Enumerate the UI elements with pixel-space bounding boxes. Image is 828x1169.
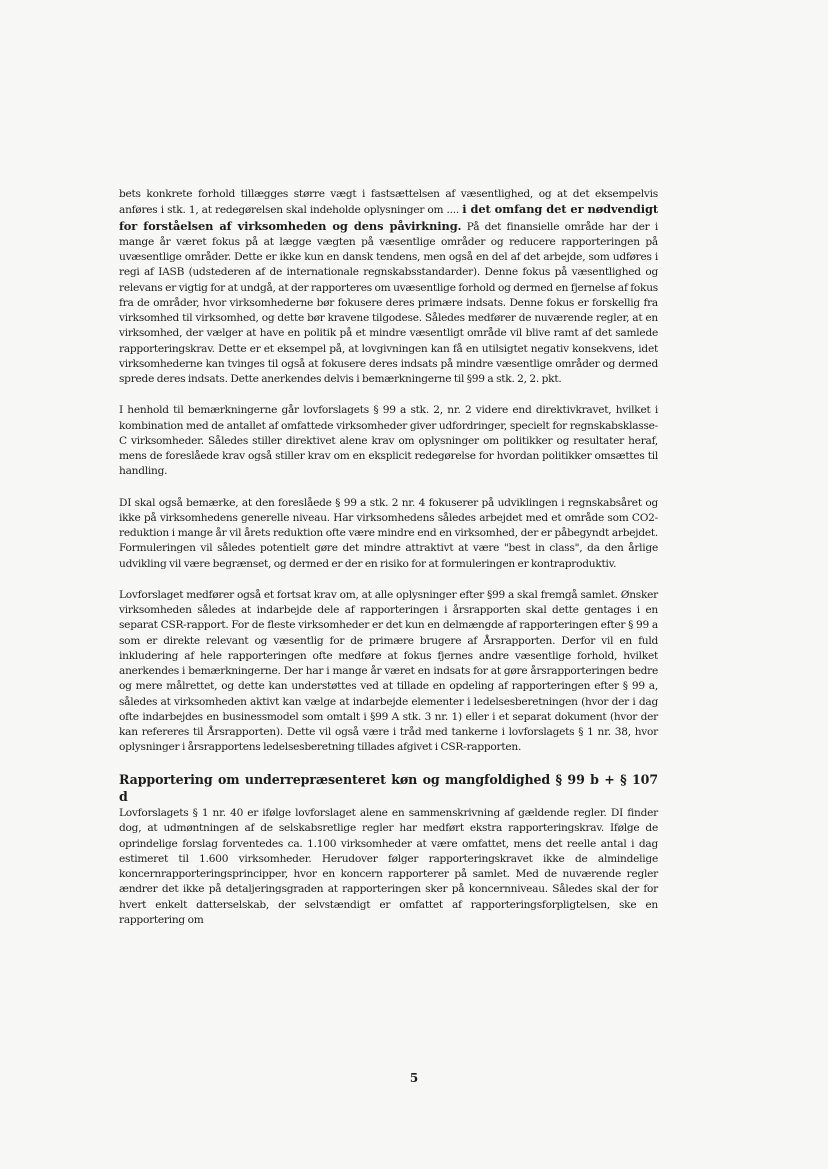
body-text — [119, 187, 658, 928]
paragraph-text: Lovforslaget medfører også et fortsat krav om, at alle oplysninger efter §99 a skal fremgå samlet. Ønsker virksomheden således at indarbejde dele af rapporteringen i årsrapporten skal dette gentages i en separat CSR-rapport. For de fleste virksomheder er det kun en delmængde af rapporteringen efter § 99 a som er direkte relevant og væsentlig for de primære brugere af Årsrapporten. Derfor vil en fuld inkludering af hele rapporteringen ofte medføre at fokus fjernes andre væsentlige forhold, hvilket anerkendes i bemærkningerne. Der har i mange år været en indsats for at gøre årsrapporteringen bedre og mere målrettet, og dette kan understøttes ved at tillade en opdeling af rapporteringen efter § 99 a, således at virksomheden aktivt kan vælge at indarbejde elementer i ledelsesberetningen (hvor der i dag ofte indarbejdes en businessmodel som omtalt i §99 A stk. 3 nr. 1) eller i et separat dokument (hvor der kan refereres til Årsrapporten). Dette vil også være i tråd med tankerne i lovforslagets § 1 nr. 38, hvor oplysninger i årsrapportens ledelsesberetning tillades afgivet i CSR-rapporten. — [119, 588, 658, 754]
paragraph-text: Lovforslagets § 1 nr. 40 er ifølge lovforslaget alene en sammenskrivning af gældende regler. DI finder dog, at udmøntningen af de selskabsretlige regler har medført ekstra rapporteringskrav. Ifølge de oprindelige forslag forventedes ca. 1.100 virksomheder at være omfattet, mens det reelle antal i dag estimeret til 1.600 virksomheder. Herudover følger rapporteringskravet ikke de almindelige koncernrapporteringsprincipper, hvor en koncern rapporterer på samlet. Med de nuværende regler ændrer det ikke på detaljeringsgraden at rapporteringen sker på koncernniveau. Således skal der for hvert enkelt datterselskab, der selvstændigt er omfattet af rapporteringsforpligtelsen, ske en rapportering om — [119, 807, 658, 926]
paragraph-text: DI skal også bemærke, at den foreslåede § 99 a stk. 2 nr. 4 fokuserer på udviklingen i regnskabsåret og ikke på virksomhedens generelle niveau. Har virksomhedens således arbejdet med et område som CO2-reduktion i mange år vil årets reduktion ofte være mindre end en virksomhed, der er påbegyndt arbejdet. Formuleringen vil således potentielt gøre det mindre attraktivt at være "best in class", da den årlige udvikling vil være begrænset, og dermed er der en risiko for at formuleringen er kontraproduktiv. — [119, 496, 658, 570]
emphasized-phrase: i det omfang det er nødvendigt for forståelsen af virksomheden og dens påvirkning. — [119, 202, 658, 233]
paragraph-gender-diversity — [119, 772, 658, 929]
section-heading: Rapportering om underrepræsenteret køn og mangfoldighed § 99 b + § 107 d — [119, 771, 658, 804]
paragraph-text: I henhold til bemærkningerne går lovforslagets § 99 a stk. 2, nr. 2 videre end direktivkravet, hvilket i kombination med de antallet af omfattede virksomheder giver udfordringer, specielt for regnskabsklasse-C virksomheder. Således stiller direktivet alene krav om oplysninger om politikker og resultater heraf, mens de foreslåede krav også stiller krav om en eksplicit redegørelse for hvordan politikker omsættes til handling. — [119, 404, 658, 478]
paragraph-text: bets konkrete forhold tillægges større vægt i fastsættelsen af væsentlighed, og at det eksempelvis anføres i stk. 1, at redegørelsen skal indeholde oplysninger om .... — [119, 188, 658, 217]
paragraph-development — [119, 496, 658, 572]
paragraph-directive — [119, 403, 658, 479]
paragraph-materiality — [119, 187, 658, 387]
paragraph-csr-report — [119, 588, 658, 756]
paragraph-text: På det finansielle område har der i mange år været fokus på at lægge vægten på væsentlige områder og reducere rapporteringen på uvæsentlige områder. Dette er ikke kun en dansk tendens, men også en del af det arbejde, som udføres i regi af IASB (udstederen af de internationale regnskabsstandarder). Denne fokus på væsentlighed og relevans er vigtig for at undgå, at der rapporteres om uvæsentlige forhold og dermed en fjernelse af fokus fra de områder, hvor virksomhederne bør fokusere deres primære indsats. Denne fokus er forskellig fra virksomhed til virksomhed, og dette bør kravene tilgodese. Således medfører de nuværende regler, at en virksomhed, der vælger at have en politik på et mindre væsentligt område vil blive ramt af det samlede rapporteringskrav. Dette er et eksempel på, at lovgivningen kan få en utilsigtet negativ konsekvens, idet virksomhederne kan tvinges til også at fokusere deres indsats på mindre væsentlige områder og dermed sprede deres indsats. Dette anerkendes delvis i bemærkningerne til §99 a stk. 2, 2. pkt. — [119, 220, 658, 385]
page-number: 5 — [409, 1071, 419, 1085]
